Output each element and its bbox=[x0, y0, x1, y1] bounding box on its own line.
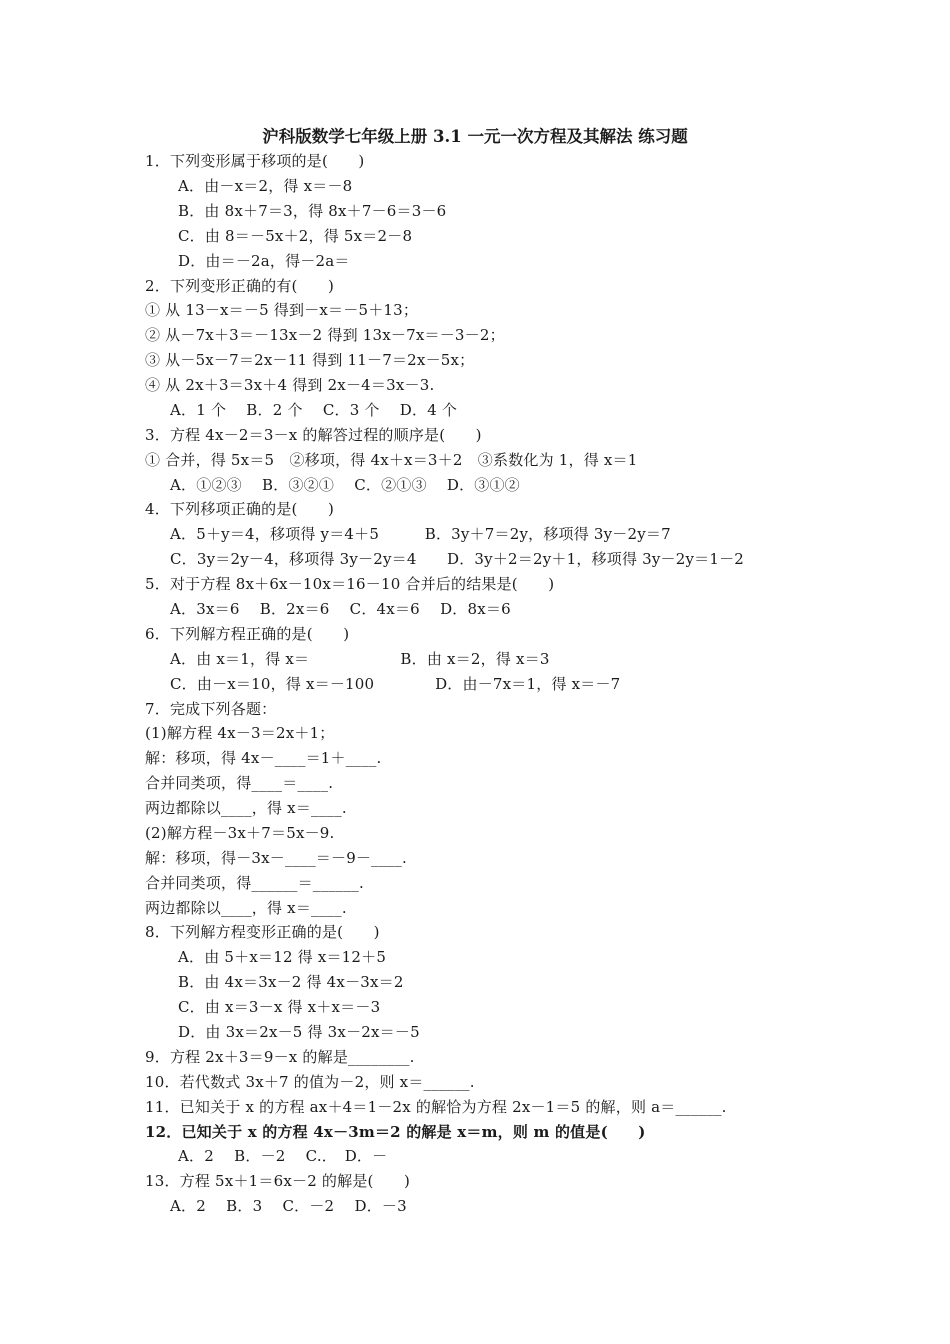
question-8-option-c: C．由 x＝3－x 得 x＋x＝－3 bbox=[178, 998, 381, 1016]
question-12-stem: 12．已知关于 x 的方程 4x－3m＝2 的解是 x＝m，则 m 的值是( ) bbox=[145, 1123, 646, 1141]
question-3-stem: 3．方程 4x－2＝3－x 的解答过程的顺序是( ) bbox=[145, 426, 482, 444]
question-2-statement-3: ③ 从－5x－7＝2x－11 得到 11－7＝2x－5x； bbox=[145, 351, 475, 369]
question-2-statement-2: ② 从－7x＋3＝－13x－2 得到 13x－7x＝－3－2； bbox=[145, 326, 505, 344]
question-3-steps: ① 合并，得 5x＝5 ②移项，得 4x＋x＝3＋2 ③系数化为 1，得 x＝1 bbox=[145, 451, 638, 469]
question-8-option-d: D．由 3x＝2x－5 得 3x－2x＝－5 bbox=[178, 1023, 420, 1041]
question-10-stem: 10．若代数式 3x＋7 的值为－2，则 x＝______. bbox=[145, 1073, 475, 1091]
question-2-statement-4: ④ 从 2x＋3＝3x＋4 得到 2x－4＝3x－3. bbox=[145, 376, 435, 394]
question-13-options: A．2 B．3 C．－2 D．－3 bbox=[170, 1197, 407, 1215]
question-2-statement-1: ① 从 13－x＝－5 得到－x＝－5＋13； bbox=[145, 301, 419, 319]
question-2-options: A．1 个 B．2 个 C．3 个 D．4 个 bbox=[170, 401, 458, 419]
question-2-stem: 2．下列变形正确的有( ) bbox=[145, 277, 335, 295]
question-4-stem: 4．下列移项正确的是( ) bbox=[145, 500, 335, 518]
question-5-options: A．3x＝6 B．2x＝6 C．4x＝6 D．8x＝6 bbox=[170, 600, 511, 618]
question-4-options-ab: A．5＋y＝4，移项得 y＝4＋5 B．3y＋7＝2y，移项得 3y－2y＝7 bbox=[170, 525, 671, 543]
question-8-stem: 8．下列解方程变形正确的是( ) bbox=[145, 923, 380, 941]
page-title: 沪科版数学七年级上册 3.1 一元一次方程及其解法 练习题 bbox=[262, 127, 688, 146]
question-7-part-1-step-2: 合并同类项，得____＝____. bbox=[145, 774, 334, 792]
question-13-stem: 13．方程 5x＋1＝6x－2 的解是( ) bbox=[145, 1172, 411, 1190]
question-1-option-c: C．由 8＝－5x＋2，得 5x＝2－8 bbox=[178, 227, 413, 245]
question-8-option-a: A．由 5＋x＝12 得 x＝12＋5 bbox=[178, 948, 387, 966]
question-6-stem: 6．下列解方程正确的是( ) bbox=[145, 625, 350, 643]
question-7-part-2: (2)解方程－3x＋7＝5x－9. bbox=[145, 824, 335, 842]
question-1-option-d: D．由＝－2a，得－2a＝ bbox=[178, 252, 350, 270]
question-6-options-ab: A．由 x＝1，得 x＝ B．由 x＝2，得 x＝3 bbox=[170, 650, 550, 668]
question-7-part-2-step-3: 两边都除以____，得 x＝____. bbox=[145, 899, 347, 917]
question-1-option-a: A．由－x＝2，得 x＝－8 bbox=[178, 177, 353, 195]
question-7-part-1-step-3: 两边都除以____，得 x＝____. bbox=[145, 799, 347, 817]
question-7-stem: 7．完成下列各题： bbox=[145, 700, 277, 718]
question-7-part-2-step-1: 解：移项，得－3x－____＝－9－____. bbox=[145, 849, 407, 867]
question-7-part-1: (1)解方程 4x－3＝2x＋1； bbox=[145, 724, 335, 742]
question-4-options-cd: C．3y＝2y－4，移项得 3y－2y＝4 D．3y＋2＝2y＋1，移项得 3y－2y＝1－2 bbox=[170, 550, 745, 568]
question-7-part-1-step-1: 解：移项，得 4x－____＝1＋____. bbox=[145, 749, 382, 767]
question-3-options: A．①②③ B．③②① C．②①③ D．③①② bbox=[170, 476, 520, 494]
question-7-part-2-step-2: 合并同类项，得______＝______. bbox=[145, 874, 364, 892]
question-8-option-b: B．由 4x＝3x－2 得 4x－3x＝2 bbox=[178, 973, 404, 991]
question-12-options: A．2 B．－2 C.． D．－ bbox=[178, 1147, 388, 1165]
question-1-option-b: B．由 8x＋7＝3，得 8x＋7－6＝3－6 bbox=[178, 202, 447, 220]
question-6-options-cd: C．由－x＝10，得 x＝－100 D．由－7x＝1，得 x＝－7 bbox=[170, 675, 621, 693]
question-11-stem: 11．已知关于 x 的方程 ax＋4＝1－2x 的解恰为方程 2x－1＝5 的解，则 a＝______. bbox=[145, 1098, 727, 1116]
question-1-stem: 1．下列变形属于移项的是( ) bbox=[145, 152, 365, 170]
question-9-stem: 9．方程 2x＋3＝9－x 的解是________. bbox=[145, 1048, 415, 1066]
question-5-stem: 5．对于方程 8x＋6x－10x＝16－10 合并后的结果是( ) bbox=[145, 575, 555, 593]
